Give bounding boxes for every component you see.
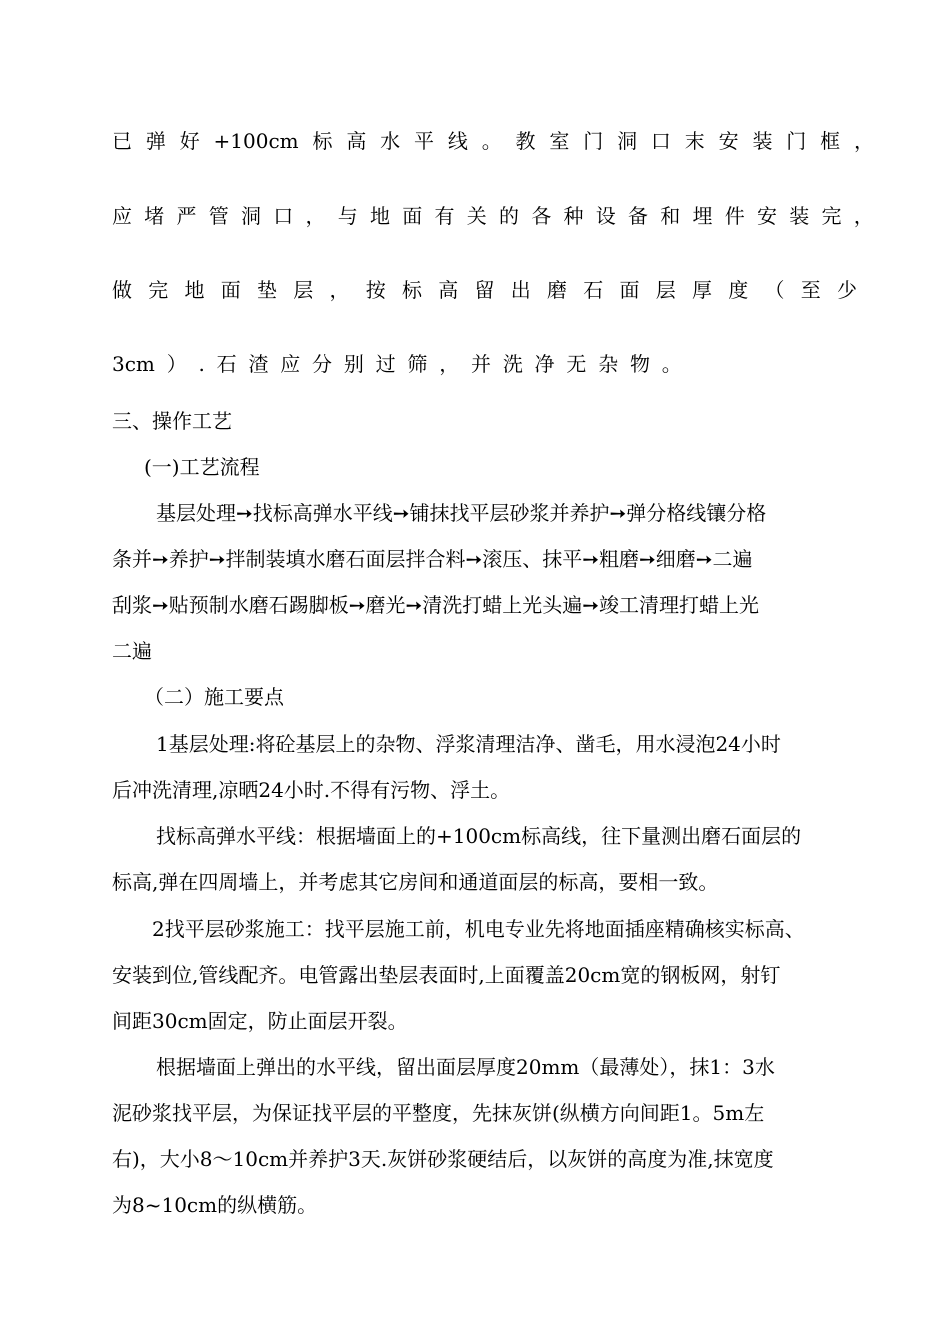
text-token: 堵	[144, 204, 165, 228]
point2-line-2: 安装到位,管线配齐。电管露出垫层表面时,上面覆盖20cm宽的钢板网，射钉	[112, 963, 781, 987]
flow-line-1: 基层处理➙找标高弹水平线➙铺抹找平层砂浆并养护➙弹分格线镶分格	[156, 501, 767, 525]
text-token: 净	[534, 352, 555, 376]
text-token: 装	[789, 204, 810, 228]
intro-line-3	[112, 277, 857, 303]
text-token: 已	[112, 129, 132, 153]
text-token: （	[764, 278, 785, 302]
flow-line-2: 条并➙养护➙拌制装填水磨石面层拌合料➙滚压、抹平➙粗磨➙细磨➙二遍	[112, 547, 753, 571]
text-token: 层	[293, 278, 314, 302]
text-token: 与	[337, 204, 358, 228]
text-token: 面	[220, 278, 241, 302]
flow-line-3: 刮浆➙贴预制水磨石踢脚板➙磨光➙清洗打蜡上光头遍➙竣工清理打蜡上光	[112, 593, 760, 617]
point1b-line-2: 标高,弹在四周墙上，并考虑其它房间和通道面层的标高，要相一致。	[112, 870, 719, 894]
text-token: 口	[650, 129, 671, 153]
text-token: 口	[273, 204, 294, 228]
text-token: 应	[112, 204, 132, 228]
text-token: 地	[370, 204, 390, 228]
text-token: ，	[853, 129, 874, 153]
text-token: +100cm	[213, 129, 299, 153]
point2-line-3: 间距30cm固定，防止面层开裂。	[112, 1009, 408, 1033]
text-token: 层	[655, 278, 676, 302]
text-token: 安	[718, 129, 739, 153]
text-token: 和	[660, 204, 681, 228]
text-token: 应	[280, 352, 301, 376]
text-token: 门	[786, 129, 807, 153]
text-token: .	[198, 352, 205, 376]
text-token: 有	[434, 204, 455, 228]
text-token: 洞	[241, 204, 261, 228]
text-token: 关	[466, 204, 487, 228]
text-token: 管	[208, 204, 229, 228]
text-token: 高	[438, 278, 459, 302]
text-token: 渣	[248, 352, 269, 376]
text-token: ，	[439, 352, 460, 376]
text-token: 的	[499, 204, 519, 228]
text-token: 做	[112, 278, 132, 302]
text-token: 各	[531, 204, 552, 228]
text-token: 完	[148, 278, 169, 302]
intro-line-1	[112, 128, 874, 154]
text-token: 弹	[145, 129, 166, 153]
text-token: 种	[563, 204, 584, 228]
text-token: ，	[305, 204, 326, 228]
text-token: 物	[630, 352, 650, 376]
text-token: 面	[619, 278, 640, 302]
intro-line-2	[112, 203, 874, 229]
subsection-heading-1: (一)工艺流程	[144, 455, 260, 479]
point2b-line-4: 为8~10cm的纵横筋。	[112, 1193, 318, 1217]
text-token: 留	[474, 278, 495, 302]
text-token: 出	[510, 278, 531, 302]
text-token: 磨	[547, 278, 567, 302]
text-token: 并	[471, 352, 492, 376]
text-token: 严	[176, 204, 197, 228]
text-token: 备	[628, 204, 648, 228]
text-token: 高	[346, 129, 367, 153]
text-token: 末	[684, 129, 705, 153]
point1b-line-1: 找标高弹水平线：根据墙面上的+100cm标高线，往下量测出磨石面层的	[156, 824, 802, 848]
text-token: 石	[583, 278, 604, 302]
text-token: 教	[515, 129, 536, 153]
text-token: 石	[216, 352, 237, 376]
point2b-line-1: 根据墙面上弹出的水平线，留出面层厚度20mm（最薄处），抹1：3水	[156, 1055, 775, 1079]
text-token: ，	[329, 278, 350, 302]
text-token: 少	[837, 278, 857, 302]
text-token: 好	[179, 129, 200, 153]
text-token: 按	[365, 278, 386, 302]
text-token: 别	[343, 352, 364, 376]
text-token: 无	[566, 352, 587, 376]
text-token: 安	[757, 204, 777, 228]
text-token: 埋	[692, 204, 713, 228]
point2b-line-2: 泥砂浆找平层，为保证找平层的平整度，先抹灰饼(纵横方向间距1。5m左	[112, 1101, 765, 1125]
text-token: 筛	[407, 352, 428, 376]
text-token: 框	[820, 129, 841, 153]
text-token: ）	[166, 352, 187, 376]
text-token: 。	[661, 352, 682, 376]
text-token: 杂	[598, 352, 619, 376]
text-token: 度	[728, 278, 749, 302]
point1-line-2: 后冲洗清理,凉晒24小时.不得有污物、浮土。	[112, 778, 511, 802]
text-token: 。	[481, 129, 502, 153]
point1-line-1: 1基层处理:将砼基层上的杂物、浮浆清理洁净、凿毛，用水浸泡24小时	[156, 732, 781, 756]
text-token: 分	[312, 352, 333, 376]
section-heading: 三、操作工艺	[112, 409, 232, 433]
text-token: 至	[800, 278, 821, 302]
text-token: 面	[402, 204, 423, 228]
text-token: 洗	[502, 352, 523, 376]
text-token: 洞	[617, 129, 638, 153]
intro-line-4	[112, 351, 682, 377]
text-token: 过	[375, 352, 396, 376]
text-token: 标	[402, 278, 422, 302]
text-token: 线	[447, 129, 468, 153]
point2-line-1: 2找平层砂浆施工：找平层施工前，机电专业先将地面插座精确核实标高、	[152, 917, 805, 941]
text-token: 设	[595, 204, 616, 228]
text-token: 装	[752, 129, 773, 153]
text-token: ，	[853, 204, 874, 228]
text-token: 水	[380, 129, 401, 153]
text-token: 件	[724, 204, 745, 228]
text-token: 完	[821, 204, 842, 228]
text-token: 室	[549, 129, 570, 153]
flow-line-4: 二遍	[112, 639, 152, 663]
subsection-heading-2: （二）施工要点	[144, 685, 284, 709]
text-token: 地	[184, 278, 205, 302]
text-token: 厚	[692, 278, 712, 302]
text-token: 标	[312, 129, 333, 153]
text-token: 3cm	[112, 352, 155, 376]
point2b-line-3: 右)，大小8～10cm并养护3天.灰饼砂浆硬结后，以灰饼的高度为准,抹宽度	[112, 1147, 774, 1171]
text-token: 平	[414, 129, 435, 153]
text-token: 门	[583, 129, 604, 153]
text-token: 垫	[257, 278, 277, 302]
